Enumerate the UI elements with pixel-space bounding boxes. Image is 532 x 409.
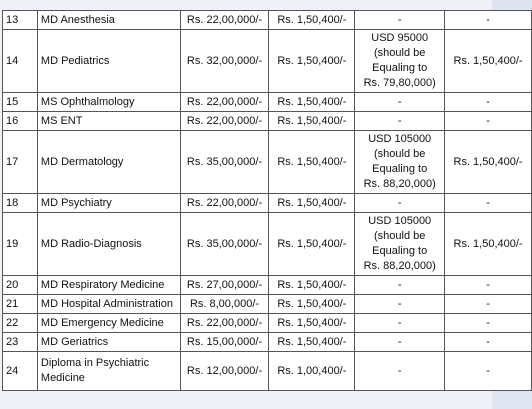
tuition-fee: Rs. 32,00,000/- (180, 30, 269, 93)
course-name: MS Ophthalmology (37, 93, 180, 112)
table-row (3, 11, 532, 30)
usd-line: Rs. 88,20,000) (363, 260, 436, 272)
other-fee: Rs. 1,50,400/- (269, 131, 355, 194)
table-row (3, 131, 532, 194)
course-name: MD Geriatrics (37, 333, 180, 352)
other-fee: Rs. 1,50,400/- (269, 112, 355, 131)
tuition-fee: Rs. 12,00,000/- (180, 352, 269, 391)
tuition-fee: Rs. 22,00,000/- (180, 112, 269, 131)
extra-fee: Rs. 1,50,400/- (445, 131, 532, 194)
row-number: 24 (3, 352, 38, 391)
extra-fee: - (445, 194, 532, 213)
tuition-fee: Rs. 22,00,000/- (180, 314, 269, 333)
row-number: 14 (3, 30, 38, 93)
other-fee: Rs. 1,50,400/- (269, 194, 355, 213)
usd-fee: - (355, 112, 445, 131)
usd-line: (should be (374, 230, 426, 242)
usd-fee: - (355, 295, 445, 314)
table-row (3, 333, 532, 352)
usd-line: USD 95000 (371, 32, 429, 44)
extra-fee: - (445, 276, 532, 295)
row-number: 17 (3, 131, 38, 194)
course-name: MD Respiratory Medicine (37, 276, 180, 295)
other-fee: Rs. 1,50,400/- (269, 333, 355, 352)
extra-fee: Rs. 1,50,400/- (445, 30, 532, 93)
row-number: 16 (3, 112, 38, 131)
extra-fee: - (445, 112, 532, 131)
extra-fee: - (445, 333, 532, 352)
extra-fee: - (445, 314, 532, 333)
table-row (3, 93, 532, 112)
other-fee: Rs. 1,50,400/- (269, 30, 355, 93)
usd-fee: - (355, 11, 445, 30)
extra-fee: - (445, 11, 532, 30)
usd-line: Equaling to (372, 245, 428, 257)
usd-fee: - (355, 194, 445, 213)
row-number: 13 (3, 11, 38, 30)
tuition-fee: Rs. 22,00,000/- (180, 11, 269, 30)
usd-line: Rs. 88,20,000) (363, 178, 436, 190)
tuition-fee: Rs. 27,00,000/- (180, 276, 269, 295)
extra-fee: - (445, 93, 532, 112)
fee-table (2, 10, 532, 391)
table-row (3, 295, 532, 314)
table-row (3, 276, 532, 295)
tuition-fee: Rs. 22,00,000/- (180, 194, 269, 213)
usd-line: Equaling to (372, 62, 428, 74)
other-fee: Rs. 1,50,400/- (269, 276, 355, 295)
usd-fee (355, 213, 445, 276)
table-row (3, 352, 532, 391)
usd-line: (should be (374, 148, 426, 160)
row-number: 18 (3, 194, 38, 213)
course-name: Diploma in Psychiatric Medicine (37, 352, 180, 391)
row-number: 22 (3, 314, 38, 333)
other-fee: Rs. 1,50,400/- (269, 93, 355, 112)
usd-line: (should be (374, 47, 426, 59)
tuition-fee: Rs. 22,00,000/- (180, 93, 269, 112)
fee-table-body (3, 11, 532, 391)
course-name: MD Radio-Diagnosis (37, 213, 180, 276)
table-row (3, 30, 532, 93)
extra-fee: - (445, 295, 532, 314)
usd-fee (355, 131, 445, 194)
usd-fee: - (355, 333, 445, 352)
other-fee: Rs. 1,50,400/- (269, 314, 355, 333)
usd-fee: - (355, 352, 445, 391)
usd-fee: - (355, 93, 445, 112)
course-name: MD Emergency Medicine (37, 314, 180, 333)
other-fee: Rs. 1,00,400/- (269, 352, 355, 391)
usd-line: Rs. 79,80,000) (363, 77, 436, 89)
tuition-fee: Rs. 8,00,000/- (180, 295, 269, 314)
tuition-fee: Rs. 35,00,000/- (180, 131, 269, 194)
usd-line: USD 105000 (368, 133, 432, 145)
course-name: MD Dermatology (37, 131, 180, 194)
table-row (3, 314, 532, 333)
table-row (3, 213, 532, 276)
row-number: 21 (3, 295, 38, 314)
extra-fee: - (445, 352, 532, 391)
usd-line: Equaling to (372, 163, 428, 175)
tuition-fee: Rs. 15,00,000/- (180, 333, 269, 352)
tuition-fee: Rs. 35,00,000/- (180, 213, 269, 276)
table-row (3, 194, 532, 213)
usd-fee: - (355, 314, 445, 333)
other-fee: Rs. 1,50,400/- (269, 213, 355, 276)
row-number: 23 (3, 333, 38, 352)
row-number: 15 (3, 93, 38, 112)
row-number: 20 (3, 276, 38, 295)
table-row (3, 112, 532, 131)
other-fee: Rs. 1,50,400/- (269, 11, 355, 30)
course-name: MD Anesthesia (37, 11, 180, 30)
row-number: 19 (3, 213, 38, 276)
usd-fee: - (355, 276, 445, 295)
other-fee: Rs. 1,50,400/- (269, 295, 355, 314)
usd-fee (355, 30, 445, 93)
extra-fee: Rs. 1,50,400/- (445, 213, 532, 276)
course-name: MS ENT (37, 112, 180, 131)
course-name: MD Hospital Administration (37, 295, 180, 314)
usd-line: USD 105000 (368, 215, 432, 227)
course-name: MD Pediatrics (37, 30, 180, 93)
course-name: MD Psychiatry (37, 194, 180, 213)
